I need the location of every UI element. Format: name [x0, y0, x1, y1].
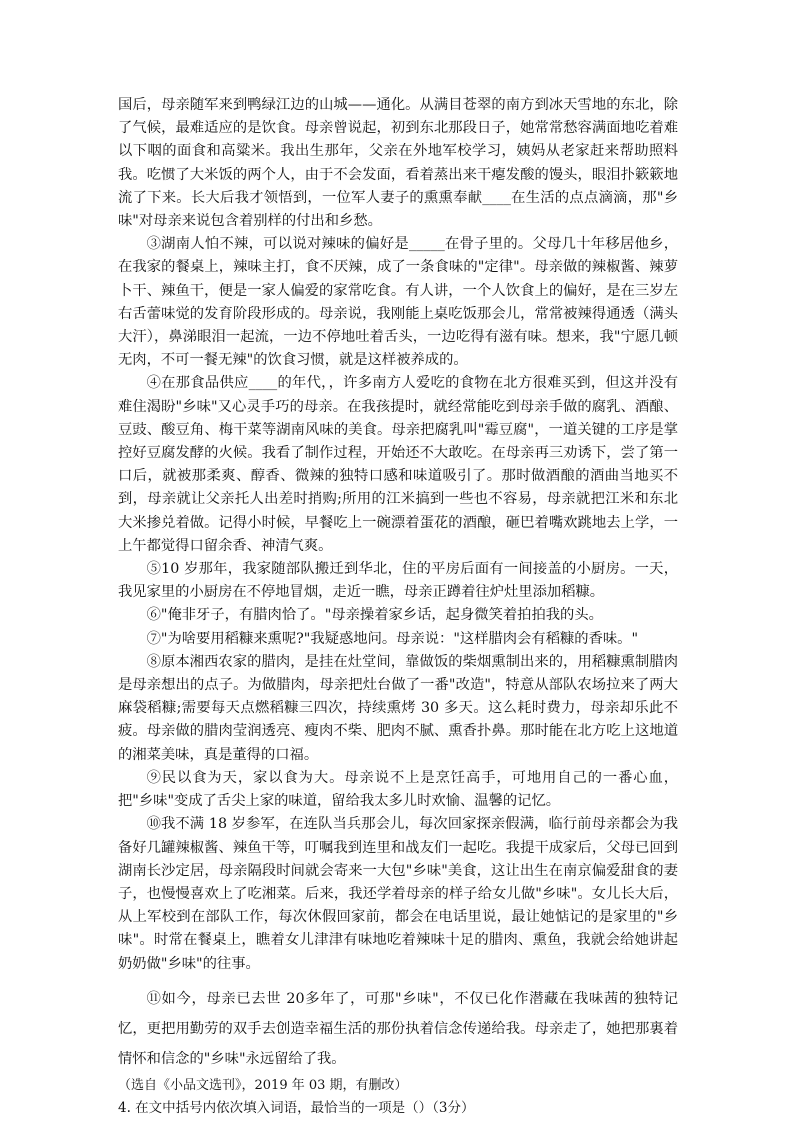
paragraph-7: ⑦"为啥要用稻糠来熏呢?"我疑惑地问。母亲说："这样腊肉会有稻糠的香味。"	[146, 630, 639, 647]
paragraph-10: ⑩我不满 18 岁参军，在连队当兵那会儿，每次回家探亲假满，临行前母亲都会为我备好几罐辣椒酱、辣鱼干等，叮嘱我到连里和战友们一起吃。我提干成家后，父母已回到湖南长沙定居，母亲隔段时间就会寄来一大包"乡味"美食，这让出生在南京偏爱甜食的妻子，也慢慢喜欢上了吃湘菜。后来，我还学着母亲的样子给女儿做"乡味"。女儿长大后，从上军校到在部队工作，每次休假回家前，都会在电话里说，最让她惦记的是家里的"乡味"。时常在餐桌上，瞧着女儿津津有味地吃着辣味十足的腊肉、熏鱼，我就会给她讲起奶奶做"乡味"的往事。	[118, 816, 678, 972]
paragraph-9: ⑨民以食为天，家以食为大。母亲说不上是烹饪高手，可地用自己的一番心血，把"乡味"变成了舌尖上家的味道，留给我太多儿时欢愉、温馨的记忆。	[118, 769, 678, 810]
paragraph-5: ⑤10 岁那年，我家随部队搬迁到华北，住的平房后面有一间接盖的小厨房。一天，我见家里的小厨房在不停地冒烟，走近一瞧，母亲正蹲着往炉灶里添加稻糠。	[118, 561, 678, 601]
paragraph-3: ③湖南人怕不辣，可以说对辣味的偏好是_____在骨子里的。父母几十年移居他乡，在我家的餐桌上，辣味主打，食不厌辣，成了一条食味的"定律"。母亲做的辣椒酱、辣萝卜干、辣鱼干，便是一家人偏爱的家常吃食。有人讲，一个人饮食上的偏好，是在三岁左右舌蕾味觉的发育阶段形成的。母亲说，我刚能上桌吃饭那会儿，常常被辣得通透（满头大汗），鼻涕眼泪一起流，一边不停地吐着舌头，一边吃得有滋有味。想来，我"宁愿几顿无肉，不可一餐无辣"的饮食习惯，就是这样被养成的。	[118, 236, 678, 369]
paragraph-2-continued: 国后，母亲随军来到鸭绿江边的山城——通化。从满目苍翠的南方到冰天雪地的东北，除了气候，最难适应的是饮食。母亲曾说起，初到东北那段日子，她常常愁容满面地吃着难以下咽的面食和高粱米。我出生那年，父亲在外地军校学习，姨妈从老家赶来帮助照料我。吃惯了大米饭的两个人，由于不会发面，看着蒸出来干瘪发酸的馒头，眼泪扑簌簌地流了下来。长大后我才领悟到，一位军人妻子的熏熏奉献____在生活的点点滴滴，那"乡味"对母亲来说包含着别样的付出和乡愁。	[118, 97, 678, 230]
source-citation: （选自《小品文选刊》，2019 年 03 期，有删改）	[118, 1077, 408, 1093]
document-page	[118, 94, 678, 1120]
paragraph-6: ⑥"俺非牙子，有腊肉恰了。"母亲操着家乡话，起身微笑着拍拍我的头。	[146, 607, 603, 624]
paragraph-8: ⑧原本湘西农家的腊肉，是挂在灶堂间，靠做饭的柴烟熏制出来的，用稻糠熏制腊肉是母亲想出的点子。为做腊肉，母亲把灶台做了一番"改造"，特意从部队农场拉来了两大麻袋稻糠;需要每天点燃稻糠三四次，持续熏烤 30 多天。这么耗时费力，母亲却乐此不疲。母亲做的腊肉莹润透亮、瘦肉不柴、肥肉不腻、熏香扑鼻。那时能在北方吃上这地道的湘菜美味，真是董得的口福。	[118, 653, 678, 763]
question-4: 4. 在文中括号内依次填入词语，最恰当的一项是（）（3分）	[118, 1099, 475, 1116]
paragraph-11: ⑪如今，母亲已去世 20多年了，可那"乡味"，不仅已化作潜藏在我味茜的独特记忆，更把用勤劳的双手去创造幸福生活的那份执着信念传递给我。母亲走了，她把那裏着情怀和信念的"乡味"永远留给了我。	[118, 990, 678, 1067]
paragraph-4: ④在那食品供应____的年代，，许多南方人爱吃的食物在北方很难买到，但这并没有难住渴盼"乡味"又心灵手巧的母亲。在我孩提时，就经常能吃到母亲手做的腐乳、酒酿、豆豉、酸豆角、梅干菜等湖南风味的美食。母亲把腐乳叫"霉豆腐"，一道关键的工序是掌控好豆腐发酵的火候。我看了制作过程，开始还不大敢吃。在母亲再三劝诱下，尝了第一口后，就被那柔爽、醇香、微辣的独特口感和味道吸引了。那时做酒酿的酒曲当地买不到，母亲就让父亲托人出差时捎购;所用的江米搞到一些也不容易，母亲就把江米和东北大米掺兑着做。记得小时候，早餐吃上一碗漂着蛋花的酒酿，砸巴着嘴欢跳地去上学，一上午都觉得口留余香、神清气爽。	[118, 375, 678, 554]
